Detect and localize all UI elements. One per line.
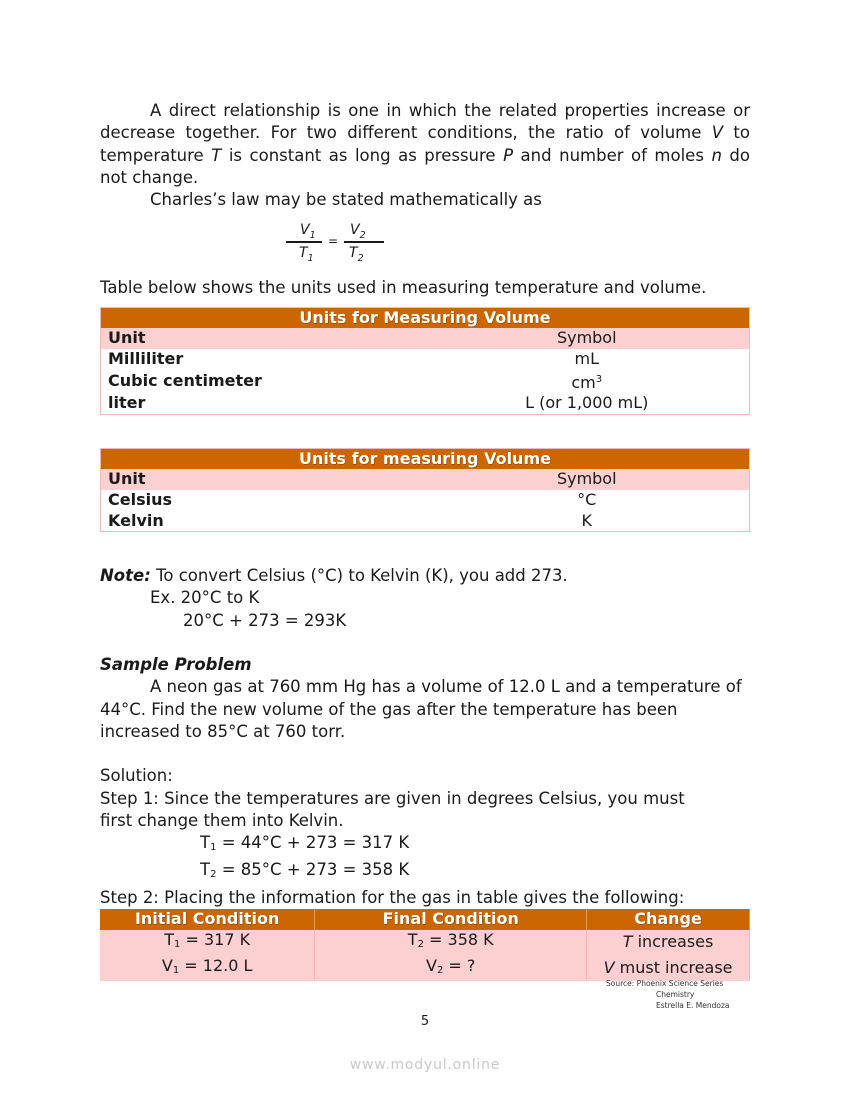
- formula-t2: $T_2$: [349, 245, 364, 265]
- gas-conditions-table: [100, 909, 750, 981]
- table-row: Kelvin K: [108, 510, 592, 530]
- formula-v2: $V_2$: [350, 222, 366, 242]
- table-intro: Table below shows the units used in measuring temperature and volume.: [100, 278, 707, 298]
- fraction-bar-right: [344, 241, 384, 242]
- temperature-units-table: [100, 448, 750, 532]
- table-row: Cubic centimeter $cm^3$: [108, 371, 603, 392]
- formula-v1: $V_1$: [300, 222, 316, 242]
- table3-header-change: Change: [587, 909, 750, 930]
- source-citation: Source: Phoenix Science Series Chemistry Estrella E. Mendoza: [606, 979, 730, 1010]
- page-number: 5: [420, 1014, 430, 1029]
- solution-t2-conversion: $T_2 = 85^\circ C + 273 = 358$ K: [200, 860, 410, 881]
- table-row: liter L (or 1,000 mL): [108, 393, 649, 413]
- formula-equals: =: [328, 234, 339, 249]
- solution-label: Solution:: [100, 766, 173, 786]
- document-page: [100, 100, 750, 981]
- table2-header-symbol: Symbol: [425, 469, 750, 490]
- fraction-bar-left: [286, 241, 322, 242]
- solution-t1-conversion: $T_1 = 44^\circ C + 273 = 317$ K: [200, 833, 410, 854]
- note-label: Note:: [100, 566, 151, 586]
- solution-step2: Step 2: Placing the information for the gas in table gives the following:: [100, 887, 685, 907]
- table1-title: Units for Measuring Volume: [101, 307, 750, 328]
- intro-paragraph: A direct relationship is one in which the related properties increase or decrease together. For two different conditions, the ratio of volume V to temperature T is constant as long as pressure P and number of moles n do not change.: [100, 101, 750, 187]
- note-line: Note: To convert Celsius (°C) to Kelvin (K), you add 273.: [100, 566, 568, 586]
- charles-law-intro: Charles’s law may be stated mathematically as: [150, 190, 542, 210]
- sample-problem-text: A neon gas at 760 mm Hg has a volume of 12.0 L and a temperature of 44°C. Find the new volume of the gas after the temperature has been increased to 85°C at 760 torr.: [100, 677, 742, 741]
- note-example-calc: 20°C + 273 = 293K: [183, 610, 347, 630]
- charles-law-formula: [100, 221, 750, 279]
- note-example: Ex. 20°C to K: [150, 588, 260, 608]
- table-row: $T_1 = 317$ K $T_2 = 358$ K T increases: [100, 930, 750, 956]
- table-row: Milliliter mL: [108, 348, 599, 368]
- solution-step1: Step 1: Since the temperatures are given in degrees Celsius, you must first change them into Kelvin.: [100, 788, 685, 830]
- table-row: Celsius °C: [108, 489, 597, 509]
- table1-header-unit: Unit: [101, 328, 425, 349]
- watermark: www.modyul.online: [349, 1057, 501, 1073]
- table3-header-initial: Initial Condition: [100, 909, 315, 930]
- table2-header-unit: Unit: [101, 469, 425, 490]
- table-row: $V_1 = 12.0$ L $V_2$ = ? V must increase: [100, 956, 750, 982]
- table3-header-final: Final Condition: [315, 909, 587, 930]
- sample-problem-heading: Sample Problem: [100, 655, 252, 675]
- table2-title: Units for measuring Volume: [101, 448, 750, 469]
- table1-header-symbol: Symbol: [425, 328, 750, 349]
- formula-t1: $T_1$: [299, 245, 314, 265]
- volume-units-table: [100, 307, 750, 415]
